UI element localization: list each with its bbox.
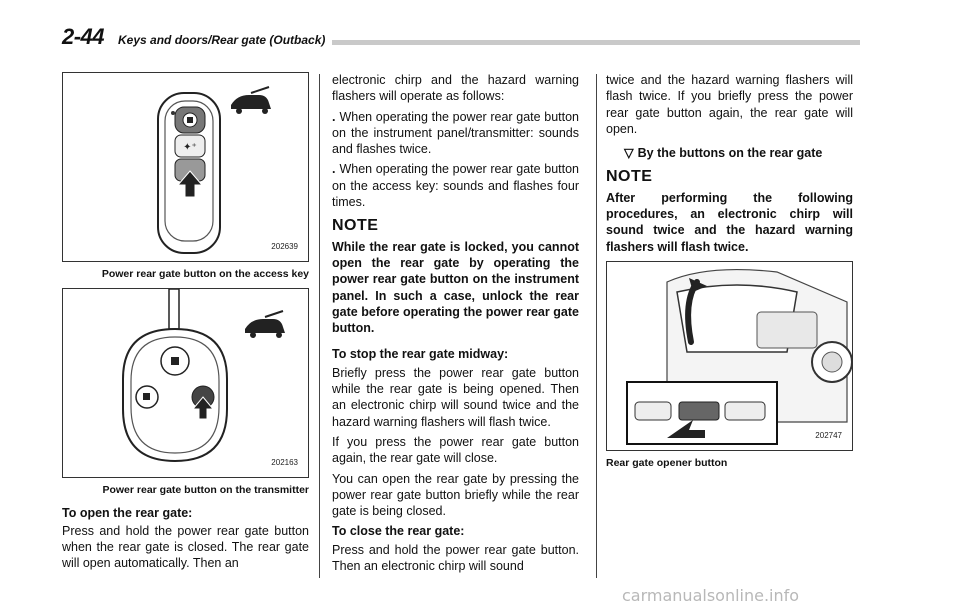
svg-text:✦⁺: ✦⁺	[183, 142, 197, 153]
paragraph: Briefly press the power rear gate button while the rear gate is being opened. Then an electronic chirp will sound twice and the hazard warning flashers will flash twice.	[332, 365, 579, 429]
paragraph: Press and hold the power rear gate button when the rear gate is closed. The rear gate will open automatically. Then an	[62, 523, 309, 571]
triangle-marker: ▽	[624, 146, 634, 161]
figure-code: 202747	[815, 430, 842, 440]
watermark: carmanualsonline.info	[622, 586, 800, 605]
bullet-item	[332, 161, 579, 210]
subheading-rear-gate-buttons	[606, 145, 853, 161]
column-middle	[332, 72, 579, 578]
column-divider	[596, 74, 597, 578]
figure-caption: Power rear gate button on the transmitter	[102, 484, 309, 497]
subheading-stop: To stop the rear gate midway:	[332, 347, 509, 362]
figure-caption: Rear gate opener button	[606, 456, 728, 469]
subheading-close: To close the rear gate:	[332, 524, 465, 539]
column-divider	[319, 74, 320, 578]
header-rule	[332, 40, 860, 45]
rear-gate-illustration	[607, 262, 853, 450]
bullet-text: When operating the power rear gate button on the access key: sounds and flashes four times.	[332, 162, 579, 210]
note-text: While the rear gate is locked, you cannot open the rear gate by operating the power rear gate button on the instrument panel. In such a case, unlock the rear gate before operating the power rear gate button.	[332, 239, 579, 336]
figure-access-key	[62, 72, 309, 262]
bullet-item	[332, 109, 579, 158]
note-text: After performing the following procedures, an electronic chirp will sound twice and the hazard warning flashers will flash twice.	[606, 190, 853, 254]
page-number: 2-44	[62, 24, 105, 49]
section-title: Keys and doors/Rear gate (Outback)	[118, 33, 326, 47]
paragraph: You can open the rear gate by pressing the power rear gate button briefly while the rear gate is being closed.	[332, 471, 579, 519]
note-heading: NOTE	[332, 217, 379, 235]
transmitter-illustration	[63, 289, 308, 477]
figure-code: 202639	[271, 241, 298, 251]
figure-code: 202163	[271, 458, 298, 467]
figure-caption: Power rear gate button on the access key	[101, 268, 309, 280]
note-heading: NOTE	[606, 168, 653, 186]
figure-transmitter	[62, 288, 309, 478]
paragraph: electronic chirp and the hazard warning flashers will operate as follows:	[332, 73, 579, 104]
figure-rear-gate	[606, 261, 853, 451]
paragraph: Press and hold the power rear gate button. Then an electronic chirp will sound	[332, 542, 579, 574]
paragraph: twice and the hazard warning flashers will flash twice. If you briefly press the power rear gate button again, the rear gate will open.	[606, 73, 853, 136]
column-right	[606, 72, 853, 477]
column-left	[62, 72, 309, 576]
subheading-open: To open the rear gate:	[62, 505, 193, 520]
bullet-text: When operating the power rear gate button on the instrument panel/transmitter: sounds and flashes twice.	[332, 109, 579, 157]
access-key-illustration	[63, 73, 308, 261]
bullet-marker: .	[332, 109, 336, 124]
subheading-text: By the buttons on the rear gate	[637, 146, 823, 161]
paragraph: If you press the power rear gate button again, the rear gate will close.	[332, 434, 579, 466]
bullet-marker: .	[332, 162, 336, 177]
